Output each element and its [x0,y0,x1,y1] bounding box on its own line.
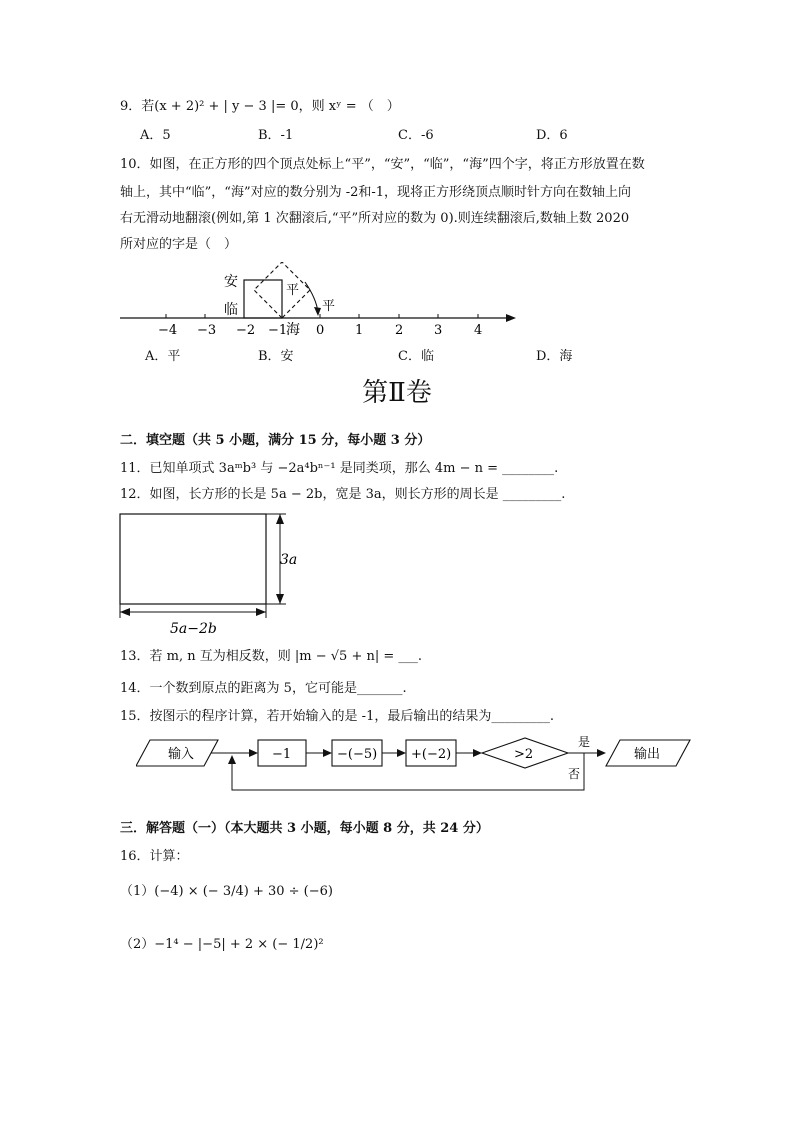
width-label: 3a [280,552,298,568]
q9-stem: 9．若(x + 2)² + | y − 3 |= 0，则 xʸ = （ ） [120,99,400,114]
q15-text: 15．按图示的程序计算，若开始输入的是 -1，最后输出的结果为_________. [120,709,554,724]
tick-label: −4 [158,323,178,338]
q10-line-4: 所对应的字是（ ） [120,237,238,252]
q10-line-1: 10．如图，在正方形的四个顶点处标上“平”，“安”，“临”，“海”四个字，将正方形放置在数 [120,157,645,172]
q12-rectangle-figure [114,508,314,640]
arrow-down-icon [276,594,284,604]
flow-yes-label: 是 [578,735,591,749]
flow-input-label: 输入 [168,747,195,762]
q14-text: 14．一个数到原点的距离为 5，它可能是_______. [120,681,407,696]
number-line-arrow-icon [506,314,516,322]
tick-label: −3 [197,323,217,338]
tick-label: 4 [474,323,483,338]
arrow-left-icon [120,608,130,616]
tick-label: 1 [355,323,364,338]
label-an: 安 [224,274,238,290]
section2-header: 二．填空题（共 5 小题，满分 15 分，每小题 3 分） [120,433,431,448]
rectangle [120,514,266,604]
label-ping-square: 平 [286,283,300,298]
volume-title: 第Ⅱ卷 [362,378,432,408]
flow-step1-label: −1 [272,747,292,762]
flow-no-label: 否 [568,767,581,781]
arrow-up-icon [276,514,284,524]
q9-option-a[interactable]: A．5 [140,128,171,143]
q10-option-a[interactable]: A．平 [145,349,181,364]
q9-option-c[interactable]: C．-6 [398,128,434,143]
tick-label: 0 [316,323,325,338]
section3-header: 三．解答题（一）（本大题共 3 小题，每小题 8 分，共 24 分） [120,821,489,836]
q9-option-d[interactable]: D．6 [536,128,568,143]
q16-title: 16．计算： [120,849,189,864]
q12-text: 12．如图，长方形的长是 5a − 2b，宽是 3a，则长方形的周长是 _________. [120,487,566,502]
q15-flowchart [136,734,696,796]
tick-label: 3 [434,323,443,338]
q9-option-b[interactable]: B．-1 [258,128,294,143]
q10-option-b[interactable]: B．安 [258,349,294,364]
arrow-right-icon [256,608,266,616]
length-label: 5a−2b [170,621,217,637]
q13-text: 13．若 m, n 互为相反数，则 |m − √5 + n| = ___. [120,649,423,664]
q10-line-2: 轴上，其中“临”，“海”对应的数分别为 -2和-1，现将正方形绕顶点顺时针方向在数轴上向 [120,185,632,200]
tick-label: 2 [395,323,404,338]
q16-part1: （1）(−4) × (− 3/4) + 30 ÷ (−6) [120,884,333,899]
q10-option-d[interactable]: D．海 [536,349,573,364]
label-hai: 海 [286,322,300,338]
q16-part2: （2）−1⁴ − |−5| + 2 × (− 1/2)² [120,937,324,952]
q10-line-3: 右无滑动地翻滚(例如,第 1 次翻滚后,“平”所对应的数为 0).则连续翻滚后,数轴上数 2020 [120,211,630,226]
flow-output-label: 输出 [634,747,661,762]
q11-text: 11．已知单项式 3aᵐb³ 与 −2a⁴bⁿ⁻¹ 是同类项，那么 4m − n = ________. [120,461,559,476]
flow-condition-label: >2 [514,747,534,762]
tick-label: −2 [236,323,256,338]
tick-label: −1 [268,323,288,338]
flow-step2-label: −(−5) [337,747,378,762]
label-lin: 临 [224,302,238,318]
flow-step3-label: +(−2) [411,747,452,762]
q10-number-line-figure [110,262,530,342]
label-ping-after: 平 [322,299,336,314]
q10-option-c[interactable]: C．临 [398,349,434,364]
